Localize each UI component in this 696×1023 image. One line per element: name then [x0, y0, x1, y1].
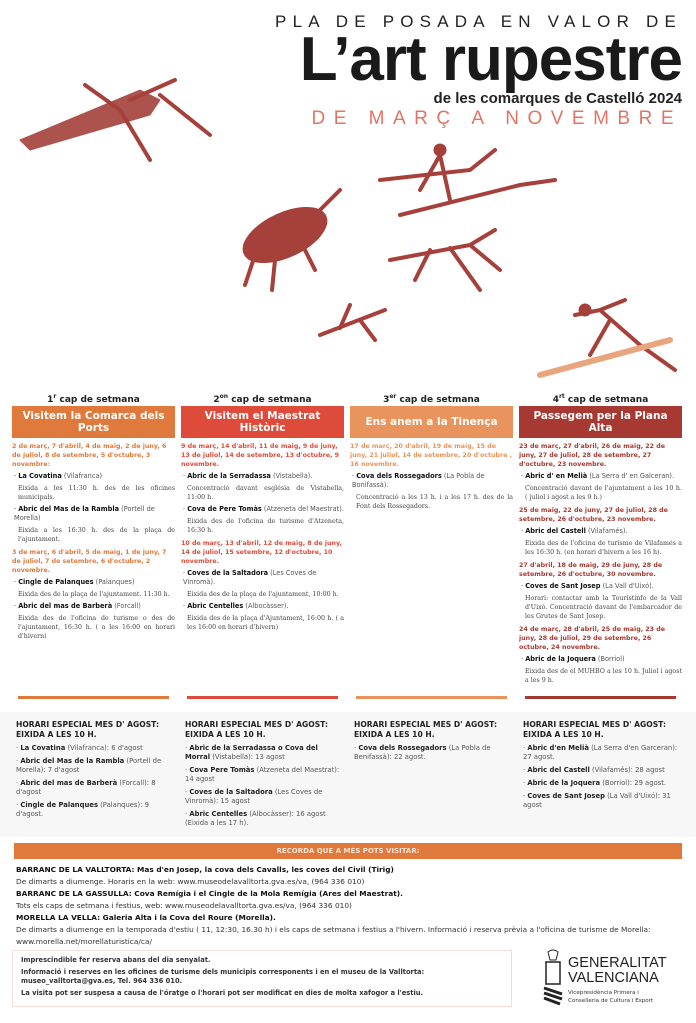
- rock-art-archer-figure-left: [20, 80, 210, 160]
- site-title: Abric de la Serradassa o Cova del Morral: [185, 744, 318, 761]
- site-title: Cova dels Rossegadors: [356, 472, 442, 480]
- site-title: Cingle de Palanques: [18, 578, 94, 586]
- august-time: EIXIDA A LES 10 H.: [523, 730, 604, 739]
- site-name: [12, 602, 175, 611]
- bullet: ·: [523, 779, 528, 787]
- bullet: ·: [521, 472, 526, 480]
- site-description: Concentració a les 13 h. i a les 17 h. des de la Font dels Rossegadors.: [356, 494, 513, 510]
- weekend-ordinal-suffix: on: [219, 393, 229, 400]
- site-title: Cova dels Rossegadors: [358, 744, 447, 752]
- august-item: [16, 801, 171, 819]
- august-item-detail: (Vistabella): 13 agost: [210, 753, 285, 761]
- site-name: [519, 527, 682, 536]
- site-description: Eixida des de el MUHBO a les 10 h. Juliol i agost a les 9 h.: [525, 668, 682, 684]
- weekend-label: [12, 390, 175, 406]
- august-schedule: [0, 712, 696, 837]
- site-title: La Covatina: [18, 472, 62, 480]
- site-description: Eixida a les 11:30 h. des de les oficines municipals.: [18, 485, 175, 501]
- august-heading: HORARI ESPECIAL MES D' AGOST:: [16, 720, 159, 729]
- rock-art-hunter-figure-right: [380, 144, 555, 215]
- site-place: (Borriol): [595, 655, 625, 663]
- weekend-column: [350, 390, 513, 705]
- august-item: [185, 744, 340, 762]
- bullet: ·: [183, 505, 188, 513]
- route-title: Visitem el Maestrat Històric: [181, 406, 344, 438]
- site-description: Concentració davant església de Vistabella, 11:00 h.: [187, 485, 344, 501]
- bullet: ·: [16, 801, 21, 809]
- august-column: [181, 716, 344, 833]
- visit-dates: 24 de març, 28 d'abril, 25 de maig, 23 de juny, 28 de juliol, 29 de setembre, 26 octubre, 24 novembre.: [519, 626, 666, 651]
- coat-of-arms-icon: [540, 948, 566, 1006]
- august-item-detail: (Portell de Morella): 7 d'agost: [16, 757, 162, 774]
- bullet: ·: [183, 569, 188, 577]
- site-title: Abric del Mas de la Rambla: [18, 505, 120, 513]
- site-title: Cova Pere Tomàs: [189, 766, 255, 774]
- reminder-banner: RECORDA QUE A MÉS POTS VISITAR:: [14, 843, 682, 859]
- august-heading: HORARI ESPECIAL MES D' AGOST:: [523, 720, 666, 729]
- site-title: Abric del Castell: [527, 766, 590, 774]
- visit-dates: 9 de març, 14 d'abril, 11 de maig, 9 de juny, 13 de juliol, 14 de setembre, 13 d'octubre, 9 novembre.: [181, 443, 339, 468]
- august-item-detail: (Les Coves de Vinromà): 15 agost: [185, 788, 323, 805]
- site-name: [181, 602, 344, 611]
- site-title: Abric del Castell: [525, 527, 586, 535]
- subtitle: de les comarques de Castelló 2024: [433, 90, 682, 107]
- weekend-ordinal-suffix: er: [389, 393, 397, 400]
- site-description: Horari: contactar amb la Touristinfo de la Vall d'Uixó. Concentració davant de l'embarcador de les Grutes de Sant Josep.: [525, 595, 682, 620]
- bullet: ·: [14, 505, 19, 513]
- site-title: Coves de Sant Josep: [525, 582, 601, 590]
- site-name: [12, 578, 175, 587]
- site-description: Eixida des de la plaça de l'ajuntament. 11:30 h.: [18, 591, 170, 598]
- bullet: ·: [523, 766, 528, 774]
- august-column: [12, 716, 175, 833]
- weekend-column: [12, 390, 175, 705]
- rock-art-boar-figure: [235, 190, 340, 290]
- bullet: ·: [14, 602, 19, 610]
- site-title: Abric del mas de Barberà: [18, 602, 113, 610]
- column-divider: [18, 696, 169, 699]
- site-description: Eixida des de la plaça de l'ajuntament, 10:00 h.: [187, 591, 339, 598]
- august-time: EIXIDA A LES 10 H.: [16, 730, 97, 739]
- bullet: ·: [185, 766, 190, 774]
- logo-text: GENERALITAT VALENCIANA: [568, 955, 667, 986]
- august-item-detail: (La Serra d'en Garceran): 27 agost.: [523, 744, 678, 761]
- weekend-label: [181, 390, 344, 406]
- august-time: EIXIDA A LES 10 H.: [354, 730, 435, 739]
- bullet: ·: [185, 744, 190, 752]
- site-place: (Les Coves de Vinromà).: [183, 569, 317, 586]
- august-item: [354, 744, 509, 762]
- site-name: [181, 505, 344, 514]
- august-item-detail: (Vilafranca): 6 d'agost: [65, 744, 143, 752]
- weekend-label: [519, 390, 682, 406]
- column-divider: [187, 696, 338, 699]
- column-divider: [356, 696, 507, 699]
- bullet: ·: [16, 779, 21, 787]
- page-title: L’art rupestre: [299, 25, 682, 94]
- bullet: ·: [14, 472, 19, 480]
- site-place: (La Serra d' en Galceran).: [587, 472, 675, 480]
- bullet: ·: [183, 602, 188, 610]
- route-title: Passegem per la Plana Alta: [519, 406, 682, 438]
- visit-site: BARRANC DE LA GASSULLA: Cova Remígia i el Cingle de la Mola Remígia (Ares del Maestrat).: [16, 889, 403, 898]
- site-place: (Vilafranca): [61, 472, 103, 480]
- site-place: (La Vall d'Uixó).: [600, 582, 654, 590]
- visit-dates: 23 de març, 27 d'abril, 26 de maig, 22 de juny, 27 de juliol, 28 de setembre, 27 d'octubre, 23 novembre.: [519, 443, 666, 468]
- site-description: Eixida a les 16:30 h. des de la plaça de l'ajuntament.: [18, 527, 175, 543]
- site-title: Abric Centelles: [187, 602, 244, 610]
- site-place: (Atzeneta del Maestrat).: [261, 505, 344, 513]
- site-title: Cova de Pere Tomàs: [187, 505, 262, 513]
- weekend-columns: [12, 390, 684, 705]
- site-name: [12, 472, 175, 481]
- august-item-detail: (Palanques): 9 d'agost.: [16, 801, 149, 818]
- august-item: [523, 744, 678, 762]
- site-title: Abric del mas de Barberà: [20, 779, 118, 787]
- site-place: (Vistabella).: [270, 472, 313, 480]
- site-name: [181, 472, 344, 481]
- august-item: [523, 766, 678, 775]
- site-place: (Forcall): [112, 602, 141, 610]
- site-title: Abric de la Serradassa: [187, 472, 271, 480]
- bullet: ·: [354, 744, 359, 752]
- site-description: Eixida des de l'oficina de turisme d'Atzeneta, 16:30 h.: [187, 518, 344, 534]
- rock-art-small-figure: [320, 305, 385, 340]
- site-title: Coves de Sant Josep: [527, 792, 605, 800]
- visit-heading: [16, 864, 680, 876]
- bullet: ·: [16, 744, 21, 752]
- note-line: La visita pot ser suspesa a causa de l'óratge o l'horari pot ser modificat en dies de molta xafogor a l'estiu.: [21, 989, 424, 997]
- site-title: Abric del Mas de la Rambla: [20, 757, 125, 765]
- site-title: Coves de la Saltadora: [189, 788, 273, 796]
- logo-subtext: Vicepresidència Primera i Conselleria de Cultura i Esport: [568, 990, 654, 1004]
- weekend-ordinal-suffix: rt: [558, 393, 565, 400]
- route-title: Visitem la Comarca dels Ports: [12, 406, 175, 438]
- weekend-ordinal: 1: [47, 395, 54, 405]
- rock-art-illustrations: [0, 70, 696, 390]
- rock-art-archer-figure-far-right: [540, 300, 675, 375]
- visit-dates: 27 d'abril, 18 de maig, 29 de juny, 28 de setembre, 26 d'octubre, 30 novembre.: [519, 562, 663, 578]
- august-item-detail: (Albocàsser): 16 agost (Eixida a les 17 h).: [185, 810, 326, 827]
- weekend-label: [350, 390, 513, 406]
- weekend-ordinal: 4: [552, 395, 559, 405]
- note-line: Informació i reserves en les oficines de turisme dels municipis corresponents i en el museu de la Valltorta: museo_valltorta@gva.es, Tel. 964 336 010.: [21, 968, 425, 985]
- site-description: Eixida des de l'oficina de turisme o des de l'ajuntament, 16:30 h. ( a les 16:00 en horari d'hivern): [18, 615, 175, 640]
- august-item: [185, 788, 340, 806]
- august-heading: HORARI ESPECIAL MES D' AGOST:: [354, 720, 497, 729]
- site-name: [12, 505, 175, 523]
- weekend-ordinal-suffix: r: [53, 393, 57, 400]
- site-place: (Vilafamés).: [585, 527, 628, 535]
- site-title: Coves de la Saltadora: [187, 569, 269, 577]
- visit-dates: 17 de març, 20 d'abril, 19 de maig, 15 de juny, 21 juliol, 14 de setembre, 20 d'octubre , 16 novembre.: [350, 443, 512, 468]
- weekend-ordinal: 2: [213, 395, 220, 405]
- august-item: [185, 810, 340, 828]
- site-title: Abric de la Joquera: [525, 655, 596, 663]
- august-heading: HORARI ESPECIAL MES D' AGOST:: [185, 720, 328, 729]
- site-title: Abric d' en Melià: [525, 472, 588, 480]
- bullet: ·: [352, 472, 357, 480]
- weekend-column: [181, 390, 344, 705]
- bullet: ·: [16, 757, 21, 765]
- site-name: [350, 472, 513, 490]
- weekend-column: [519, 390, 682, 705]
- weekend-label-text: cap de setmana: [56, 395, 140, 405]
- site-description: Concentració davant de l'ajuntament a les 10 h. ( juliol i agost a les 9 h.): [525, 485, 682, 501]
- bullet: ·: [521, 582, 526, 590]
- weekend-label-text: cap de setmana: [228, 395, 312, 405]
- site-name: [519, 655, 682, 664]
- site-name: [519, 472, 682, 481]
- visit-heading: [16, 888, 680, 900]
- bullet: ·: [185, 810, 190, 818]
- site-title: Abric Centelles: [189, 810, 248, 818]
- site-title: Abric de la Joquera: [527, 779, 601, 787]
- route-title: Ens anem a la Tinença: [350, 406, 513, 438]
- august-item: [16, 779, 171, 797]
- august-item-detail: (Vilafamés): 28 agost: [589, 766, 665, 774]
- visit-heading: [16, 912, 680, 924]
- visit-dates: 2 de març, 7 d'abril, 4 de maig, 2 de juny, 6 de juliol, 8 de setembre, 5 d'octubre, 3 novembre:: [12, 443, 167, 468]
- pretitle: PLA DE POSADA EN VALOR DE: [275, 12, 682, 31]
- august-time: EIXIDA A LES 10 H.: [185, 730, 266, 739]
- site-title: Abric d'en Melià: [527, 744, 589, 752]
- visit-dates: 3 de març, 6 d'abril, 5 de maig, 1 de juny, 7 de juliol, 7 de setembre, 6 d'octubre, 2 novembre.: [12, 549, 167, 574]
- visit-site: MORELLA LA VELLA: Galeria Alta i la Cova del Roure (Morella).: [16, 913, 276, 922]
- reservation-notes: [12, 950, 512, 1007]
- season-dates: DE MARÇ A NOVEMBRE: [311, 108, 682, 129]
- bullet: ·: [14, 578, 19, 586]
- august-item-detail: (La Pobla de Benifassà): 22 agost.: [354, 744, 491, 761]
- august-item: [185, 766, 340, 784]
- weekend-ordinal: 3: [383, 395, 390, 405]
- site-title: Cingle de Palanques: [20, 801, 98, 809]
- august-item-detail: (Borriol): 29 agost.: [600, 779, 667, 787]
- august-item: [16, 744, 171, 753]
- august-item-detail: (Forcall): 8 d'agost: [16, 779, 156, 796]
- bullet: ·: [521, 655, 526, 663]
- bullet: ·: [521, 527, 526, 535]
- visit-site: BARRANC DE LA VALLTORTA: Mas d'en Josep, la cova dels Cavalls, les coves del Civil (Tirig): [16, 865, 394, 874]
- bullet: ·: [523, 792, 528, 800]
- visit-dates: 10 de març, 13 d'abril, 12 de maig, 8 de juny, 14 de juliol, 15 setembre, 12 d'octubre, 10 novembre.: [181, 540, 342, 565]
- august-item: [16, 757, 171, 775]
- site-place: (Portell de Morella): [14, 505, 155, 522]
- site-description: Eixida des de la plaça d'Ajuntament, 16:00 h. ( a les 16:00 en horari d'hivern): [187, 615, 344, 631]
- august-item-detail: (Atzeneta del Maestrat): 14 agost: [185, 766, 340, 783]
- weekend-label-text: cap de setmana: [564, 395, 649, 405]
- generalitat-logo: [540, 948, 690, 1008]
- site-name: [519, 582, 682, 591]
- site-description: Eixida des de l'oficina de turisme de Vilafamés a les 16:30 h. (en horari d'hivern a les 16 h).: [525, 540, 682, 556]
- august-column: [519, 716, 682, 833]
- site-place: (Albocàsser).: [243, 602, 289, 610]
- bullet: ·: [523, 744, 528, 752]
- visit-dates: 25 de maig, 22 de juny, 27 de juliol, 28 de setembre, 26 d'octubre, 23 novembre.: [519, 507, 668, 523]
- august-item: [523, 779, 678, 788]
- visit-info: De dimarts a diumenge. Horaris en la web: www.museodelavalltorta.gva.es/va, (964 336 010): [16, 877, 365, 886]
- august-item-detail: (La Vall d'Uixó): 31 agost: [523, 792, 671, 809]
- bullet: ·: [185, 788, 190, 796]
- august-column: [350, 716, 513, 833]
- rock-art-running-figure: [390, 230, 500, 290]
- column-divider: [525, 696, 676, 699]
- august-item: [523, 792, 678, 810]
- visit-info: Tots els caps de setmana i festius, web: www.museodelavalltorta.gva.es/va, (964 336 010): [16, 901, 352, 910]
- site-place: (Palanques): [93, 578, 135, 586]
- site-name: [181, 569, 344, 587]
- site-place: (La Pobla de Bonifassà).: [352, 472, 485, 489]
- visit-info: De dimarts a diumenge en la temporada d'estiu ( 11, 12:30, 16.30 h) i els caps de setmana i festius a l'hivern. Informació i reserva prèvia a l'oficina de turisme de Morella: www.morella.net/morellaturistica/ca/: [16, 925, 651, 946]
- bullet: ·: [183, 472, 188, 480]
- other-visits: [16, 864, 680, 948]
- note-line: Imprescindible fer reserva abans del dia senyalat.: [21, 956, 211, 964]
- site-title: La Covatina: [20, 744, 66, 752]
- weekend-label-text: cap de setmana: [396, 395, 480, 405]
